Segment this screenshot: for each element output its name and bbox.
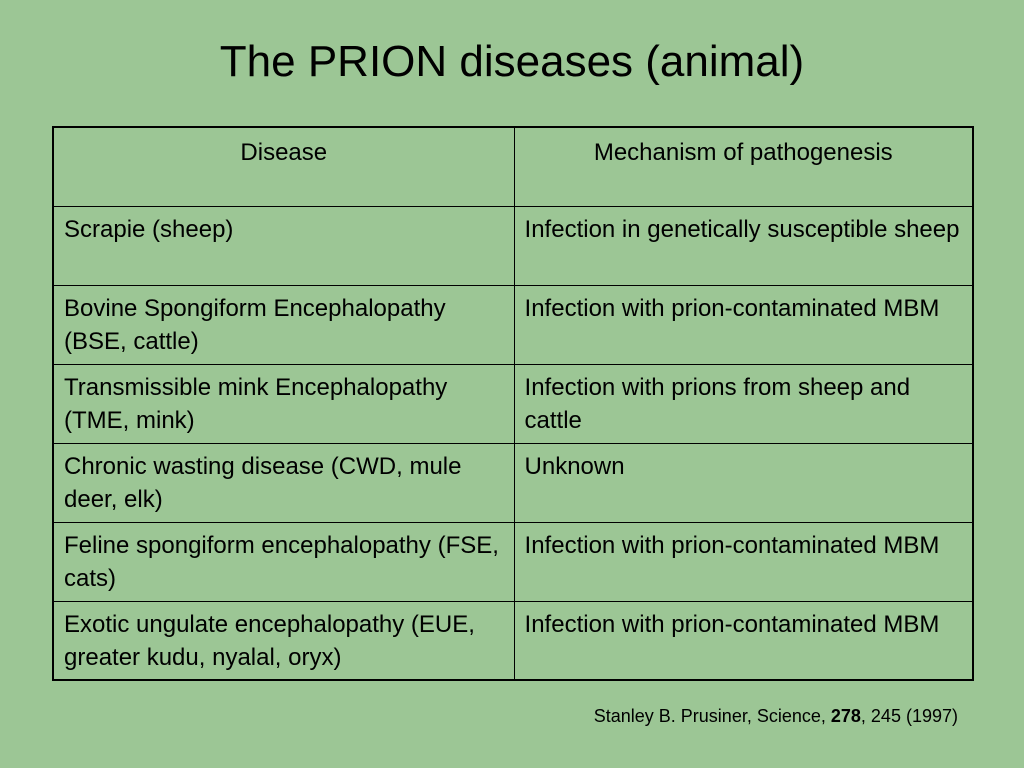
header-mechanism: Mechanism of pathogenesis	[514, 127, 973, 206]
citation-suffix: , 245 (1997)	[860, 706, 958, 726]
mechanism-cell: Infection with prion-contaminated MBM	[514, 601, 973, 680]
table-header-row	[53, 127, 973, 206]
mechanism-cell: Infection with prion-contaminated MBM	[514, 285, 973, 364]
disease-cell: Chronic wasting disease (CWD, mule deer, elk)	[53, 443, 514, 522]
table-row	[53, 364, 973, 443]
citation-volume: 278	[830, 706, 861, 726]
table-row	[53, 285, 973, 364]
citation-prefix: Stanley B. Prusiner, Science,	[593, 706, 831, 726]
mechanism-cell: Unknown	[514, 443, 973, 522]
disease-cell: Scrapie (sheep)	[53, 206, 514, 285]
table-row	[53, 443, 973, 522]
header-disease: Disease	[53, 127, 514, 206]
mechanism-cell: Infection with prion-contaminated MBM	[514, 522, 973, 601]
mechanism-cell: Infection with prions from sheep and cattle	[514, 364, 973, 443]
slide-title: The PRION diseases (animal)	[219, 37, 805, 86]
citation	[594, 705, 958, 727]
table-row	[53, 206, 973, 285]
prion-disease-table	[52, 126, 974, 681]
disease-cell: Exotic ungulate encephalopathy (EUE, greater kudu, nyalal, oryx)	[53, 601, 514, 680]
mechanism-cell: Infection in genetically susceptible sheep	[514, 206, 973, 285]
disease-cell: Feline spongiform encephalopathy (FSE, cats)	[53, 522, 514, 601]
disease-cell: Bovine Spongiform Encephalopathy (BSE, cattle)	[53, 285, 514, 364]
table-row	[53, 601, 973, 680]
table-row	[53, 522, 973, 601]
disease-cell: Transmissible mink Encephalopathy (TME, mink)	[53, 364, 514, 443]
